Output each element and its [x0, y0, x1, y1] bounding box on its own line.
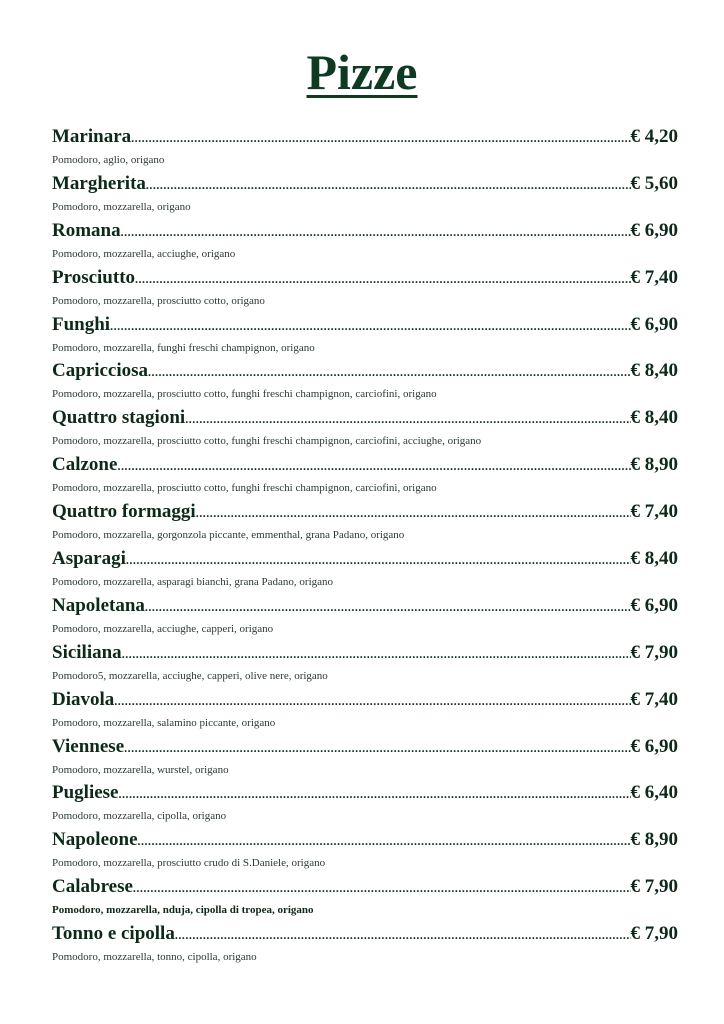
menu-item-row	[52, 499, 678, 526]
menu-item	[52, 265, 678, 312]
pizza-ingredients: Pomodoro, mozzarella, cipolla, origano	[52, 810, 227, 823]
pizza-name: Quattro formaggi	[52, 501, 196, 523]
menu-item-row	[52, 827, 678, 854]
pizza-ingredients: Pomodoro, mozzarella, salamino piccante, origano	[52, 716, 276, 729]
menu-item	[52, 780, 678, 827]
menu-item-row	[52, 171, 678, 198]
pizza-ingredients: Pomodoro, mozzarella, tonno, cipolla, origano	[52, 951, 257, 964]
menu-item	[52, 546, 678, 593]
menu-item	[52, 687, 678, 734]
dot-leader	[146, 172, 631, 198]
menu-item-row	[52, 405, 678, 432]
dot-leader	[138, 828, 631, 854]
pizza-ingredients: Pomodoro, mozzarella, wurstel, origano	[52, 763, 229, 776]
dot-leader	[196, 500, 631, 526]
pizza-price: € 7,90	[630, 641, 678, 663]
pizza-ingredients: Pomodoro, mozzarella, asparagi bianchi, grana Padano, origano	[52, 576, 334, 589]
pizza-name: Pugliese	[52, 782, 119, 804]
menu-item-row	[52, 734, 678, 761]
menu-item-row	[52, 593, 678, 620]
pizza-ingredients: Pomodoro, mozzarella, prosciutto cotto, funghi freschi champignon, carciofini, acciughe, origano	[52, 435, 482, 448]
pizza-name: Margherita	[52, 172, 146, 194]
menu-item	[52, 312, 678, 359]
pizza-name: Tonno e cipolla	[52, 923, 175, 945]
pizza-price: € 8,90	[630, 829, 678, 851]
menu-item	[52, 593, 678, 640]
pizza-price: € 5,60	[630, 172, 678, 194]
pizza-price: € 7,40	[630, 688, 678, 710]
pizza-ingredients: Pomodoro, mozzarella, acciughe, origano	[52, 247, 236, 260]
pizza-name: Quattro stagioni	[52, 407, 186, 429]
menu-item	[52, 874, 678, 921]
page-title: Pizze	[306, 44, 418, 100]
pizza-name: Viennese	[52, 735, 125, 757]
dot-leader	[126, 547, 631, 573]
dot-leader	[185, 406, 630, 432]
pizza-price: € 7,90	[630, 876, 678, 898]
pizza-name: Funghi	[52, 313, 111, 335]
menu-item-row	[52, 874, 678, 901]
pizza-name: Prosciutto	[52, 266, 136, 288]
pizza-ingredients: Pomodoro, mozzarella, gorgonzola piccante, emmenthal, grana Padano, origano	[52, 529, 405, 542]
pizza-ingredients: Pomodoro5, mozzarella, acciughe, capperi, olive nere, origano	[52, 669, 328, 682]
pizza-ingredients: Pomodoro, mozzarella, prosciutto cotto, funghi freschi champignon, carciofini, origano	[52, 388, 437, 401]
dot-leader	[114, 688, 630, 714]
pizza-ingredients: Pomodoro, mozzarella, origano	[52, 200, 191, 213]
pizza-price: € 8,40	[630, 407, 678, 429]
menu-item-row	[52, 687, 678, 714]
pizza-price: € 6,90	[630, 313, 678, 335]
menu-item-row	[52, 312, 678, 339]
pizza-ingredients: Pomodoro, mozzarella, prosciutto cotto, funghi freschi champignon, carciofini, origano	[52, 482, 437, 495]
dot-leader	[119, 781, 631, 807]
menu-item	[52, 921, 678, 968]
menu-item	[52, 358, 678, 405]
pizza-name: Asparagi	[52, 548, 126, 570]
pizza-price: € 6,90	[630, 735, 678, 757]
pizza-price: € 6,90	[630, 594, 678, 616]
menu-item	[52, 124, 678, 171]
menu-item	[52, 827, 678, 874]
pizza-list	[52, 124, 678, 968]
dot-leader	[135, 266, 630, 292]
pizza-price: € 6,40	[630, 782, 678, 804]
pizza-ingredients: Pomodoro, mozzarella, funghi freschi champignon, origano	[52, 341, 315, 354]
pizza-name: Calabrese	[52, 876, 133, 898]
pizza-price: € 4,20	[630, 126, 678, 147]
menu-item-row	[52, 921, 678, 948]
pizza-name: Siciliana	[52, 641, 122, 663]
dot-leader	[110, 313, 630, 339]
dot-leader	[133, 875, 631, 901]
menu-item-row	[52, 546, 678, 573]
dot-leader	[121, 219, 631, 245]
pizza-name: Romana	[52, 219, 121, 241]
pizza-price: € 8,90	[630, 454, 678, 476]
menu-item-row	[52, 452, 678, 479]
dot-leader	[148, 359, 630, 385]
menu-item	[52, 452, 678, 499]
pizza-name: Marinara	[52, 126, 132, 147]
pizza-price: € 8,40	[630, 360, 678, 382]
dot-leader	[117, 453, 630, 479]
pizza-name: Napoleone	[52, 829, 138, 851]
pizza-ingredients: Pomodoro, mozzarella, prosciutto cotto, origano	[52, 294, 265, 307]
pizza-ingredients: Pomodoro, mozzarella, acciughe, capperi, origano	[52, 622, 274, 635]
menu-item-row	[52, 124, 678, 151]
menu-item	[52, 499, 678, 546]
dot-leader	[145, 594, 631, 620]
dot-leader	[122, 641, 631, 667]
menu-item	[52, 640, 678, 687]
pizza-name: Capricciosa	[52, 360, 149, 382]
pizza-price: € 7,40	[630, 501, 678, 523]
pizza-name: Diavola	[52, 688, 115, 710]
dot-leader	[131, 125, 630, 151]
menu-item	[52, 171, 678, 218]
menu-item-row	[52, 218, 678, 245]
pizza-name: Calzone	[52, 454, 118, 476]
pizza-price: € 7,40	[630, 266, 678, 288]
pizza-ingredients: Pomodoro, mozzarella, prosciutto crudo di S.Daniele, origano	[52, 857, 326, 870]
dot-leader	[124, 735, 630, 761]
menu-item-row	[52, 780, 678, 807]
pizza-ingredients: Pomodoro, mozzarella, nduja, cipolla di tropea, origano	[52, 904, 314, 917]
pizza-price: € 8,40	[630, 548, 678, 570]
menu-item	[52, 734, 678, 781]
menu-item	[52, 218, 678, 265]
pizza-price: € 7,90	[630, 923, 678, 945]
pizza-price: € 6,90	[630, 219, 678, 241]
dot-leader	[175, 922, 631, 948]
pizza-name: Napoletana	[52, 594, 145, 616]
menu-item	[52, 405, 678, 452]
menu-item-row	[52, 358, 678, 385]
pizza-ingredients: Pomodoro, aglio, origano	[52, 154, 165, 166]
menu-item-row	[52, 640, 678, 667]
menu-item-row	[52, 265, 678, 292]
